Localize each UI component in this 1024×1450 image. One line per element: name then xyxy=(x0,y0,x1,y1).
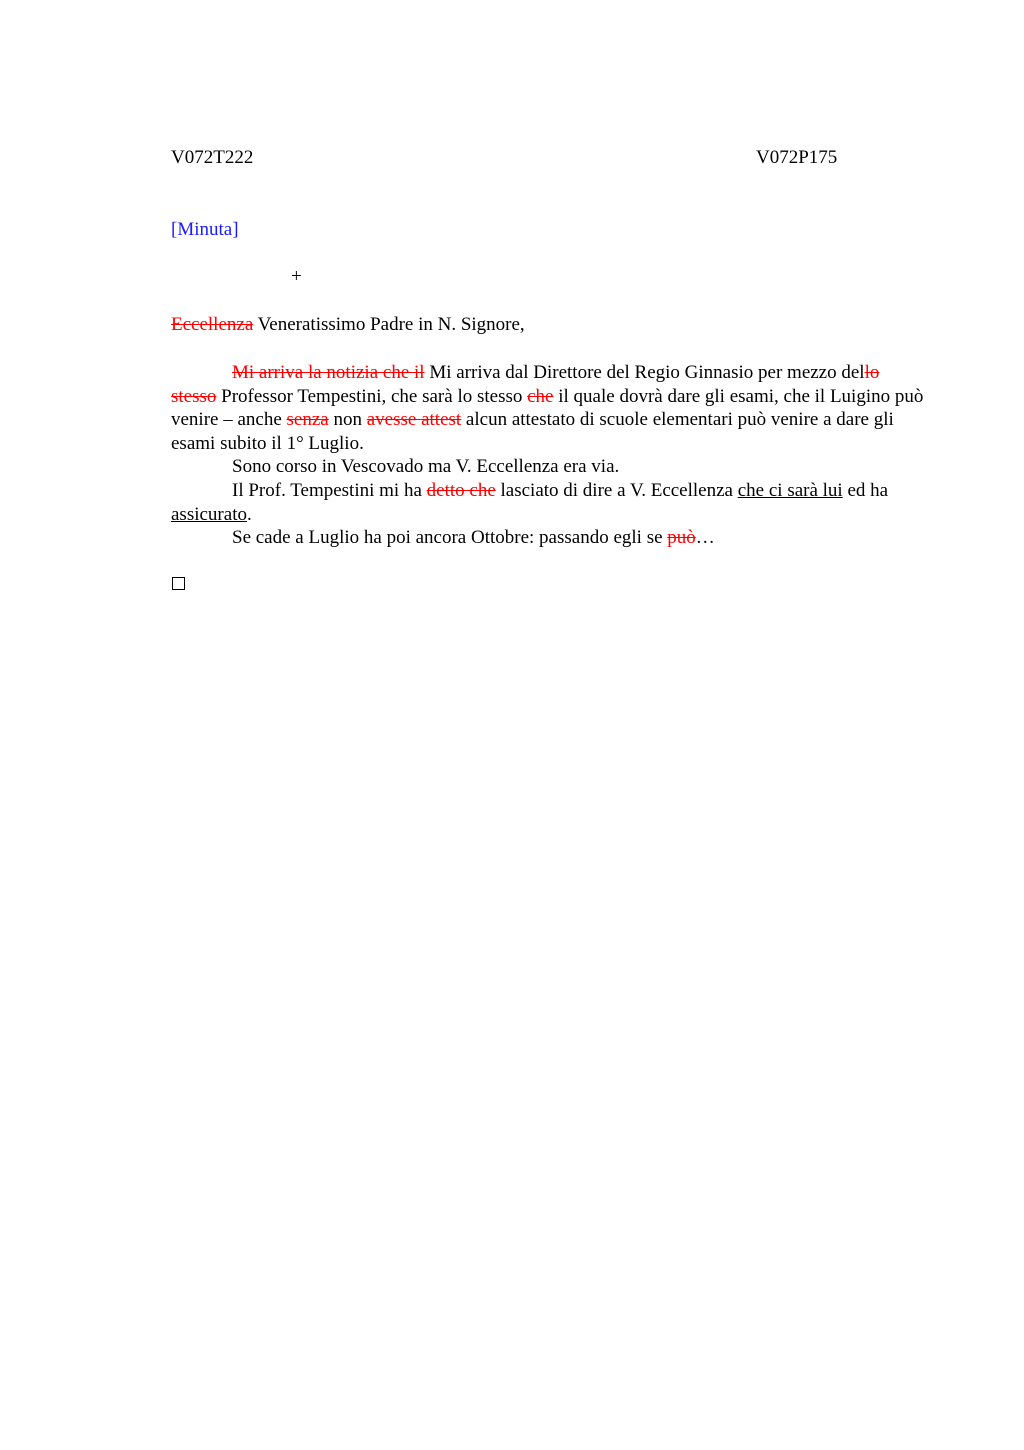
deleted-text: avesse attest xyxy=(366,409,462,431)
document-code-right: V072P175 xyxy=(756,147,838,168)
end-marker-box xyxy=(172,577,185,590)
salutation xyxy=(171,314,525,336)
paragraph-3 xyxy=(171,479,928,526)
text-run: Professor Tempestini, che sarà lo stesso xyxy=(216,385,528,407)
minuta-label: [Minuta] xyxy=(171,219,239,240)
text-run: Mi arriva dal Direttore del Regio Ginnasio per mezzo del xyxy=(424,362,865,383)
deleted-text: detto che xyxy=(426,479,496,501)
paragraph-4 xyxy=(171,526,928,550)
text-run: non xyxy=(328,409,367,431)
deleted-text: Mi arriva la notizia che il xyxy=(232,362,425,383)
text-run: ed ha xyxy=(842,479,889,501)
text-run: Il Prof. Tempestini mi ha xyxy=(232,479,427,501)
underlined-text: che ci sarà lui xyxy=(737,479,843,501)
cross-symbol: + xyxy=(291,266,302,287)
deleted-text: che xyxy=(527,385,554,407)
letter-body xyxy=(171,361,928,550)
text-run: lasciato di dire a V. Eccellenza xyxy=(495,479,738,501)
text-run: alcun attestato di scuole elementari può venire a dare gli esami subito il 1° Luglio. xyxy=(171,409,894,454)
paragraph-2: Sono corso in Vescovado ma V. Eccellenza era via. xyxy=(232,456,620,478)
text-run: . xyxy=(246,503,252,525)
deleted-text: Eccellenza xyxy=(171,314,254,335)
deleted-text: lo stesso xyxy=(171,362,880,407)
text-run: il quale dovrà dare gli esami, che il Luigino può venire – anche xyxy=(171,385,924,431)
salutation-text: Veneratissimo Padre in N. Signore, xyxy=(253,314,525,335)
deleted-text: senza xyxy=(286,409,329,431)
deleted-text: può xyxy=(667,527,696,549)
text-run: Se cade a Luglio ha poi ancora Ottobre: passando egli se xyxy=(232,527,668,549)
document-code-left: V072T222 xyxy=(171,147,254,168)
text-run: … xyxy=(695,527,715,549)
underlined-text: assicurato xyxy=(171,503,247,525)
paragraph-1 xyxy=(171,361,928,455)
